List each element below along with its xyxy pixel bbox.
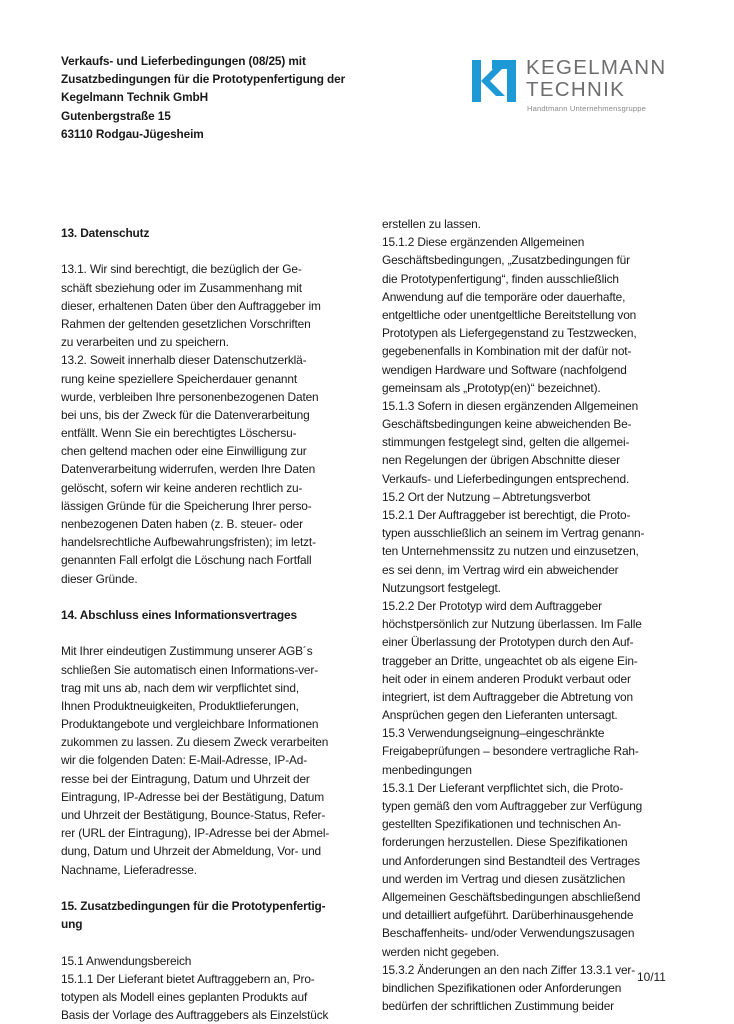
text-line: zukommen zu lassen. Zu diesem Zweck verarbeiten [61,735,329,750]
brand-line-1: KEGELMANN [526,56,667,79]
text-line: Freigabeprüfungen – besondere vertragliche Rah- [382,744,639,759]
text-line: totypen als Modell eines geplanten Produkts auf [61,989,308,1004]
text-line: traggeber an Dritte, ungeachtet ob als eigene Ein- [382,653,638,668]
text-line: rer (URL der Eintragung), IP-Adresse bei der Abmel- [61,826,330,841]
right-column [382,215,682,1015]
text-line [61,933,361,951]
text-line: Rahmen der geltenden gesetzlichen Vorschriften [61,316,311,331]
text-line: 13.1. Wir sind berechtigt, die bezüglich der Ge- [61,262,302,277]
text-line: 15.3.2 Änderungen an den nach Ziffer 13.3.1 ver- [382,962,636,977]
text-line: dieser, erhaltenen Daten über den Auftraggeber im [61,298,321,313]
text-line: wir die folgenden Daten: E-Mail-Adresse, IP-Ad- [61,753,308,768]
text-line: dung, Datum und Uhrzeit der Abmeldung, Vor- und [61,844,321,859]
text-line: Mit Ihrer eindeutigen Zustimmung unserer AGB´s [61,644,313,659]
header-line: 63110 Rodgau-Jügesheim [61,126,204,141]
text-line: ten Unternehmenssitz zu nutzen und einzusetzen, [382,544,639,559]
text-line: 15.1 Anwendungsbereich [61,953,192,968]
text-line: zu verarbeiten und zu speichern. [61,335,229,350]
text-line: nen Regelungen der übrigen Abschnitte dieser [382,453,620,468]
text-line: Prototypen als Liefergegenstand zu Testzwecken, [382,326,637,341]
text-line [61,588,361,606]
text-line: wurde, verbleiben Ihre personenbezogenen Daten [61,389,319,404]
text-line: nenbezogenen Daten haben (z. B. steuer- oder [61,517,303,531]
text-line: erstellen zu lassen. [382,217,481,231]
text-line: 15.3 Verwendungseignung–eingeschränkte [382,726,605,741]
text-line: schließen Sie automatisch einen Informations-ver- [61,662,319,677]
text-line: bindlichen Spezifikationen oder Anforderungen [382,980,622,995]
text-line [61,879,361,897]
header-line: Kegelmann Technik GmbH [61,90,209,105]
text-line: 15.1.3 Sofern in diesen ergänzenden Allgemeinen [382,398,639,413]
text-line: typen gemäß den vom Auftraggeber zur Verfügung [382,799,643,813]
text-line: gestellten Spezifikationen und technischen An- [382,817,622,832]
text-line: 15.2.1 Der Auftraggeber ist berechtigt, die Proto- [382,508,631,522]
text-line: rung keine speziellere Speicherdauer genannt [61,371,298,386]
header-line: Verkaufs- und Lieferbedingungen (08/25) mit [61,54,306,68]
company-logo [472,56,682,113]
text-line: entfällt. Wenn Sie ein berechtigtes Löschersu- [61,426,297,441]
document-header [61,52,391,143]
text-line: 13.2. Soweit innerhalb dieser Datenschutzerklä- [61,353,307,368]
text-line: Datenverarbeitung widerrufen, werden Ihre Daten [61,462,316,477]
text-line: Geschäftsbedingungen, „Zusatzbedingungen für [382,253,630,268]
text-line: 15.1.1 Der Lieferant bietet Auftraggebern an, Pro- [61,971,315,986]
text-line: genannten Fall erfolgt die Löschung nach Fortfall [61,553,312,568]
text-line: wendigen Hardware und Software (nachfolgend [382,362,627,377]
text-line: Ansprüchen gegen den Lieferanten untersagt. [382,708,618,723]
text-line: gelöscht, sofern wir keine anderen rechtlich zu- [61,480,303,495]
text-line: handelsrechtliche Aufbewahrungsfristen); im letzt- [61,535,316,550]
text-line [61,624,361,642]
section-heading: 13. Datenschutz [61,226,150,240]
kt-logo-icon [472,60,516,102]
text-line: Produktangebote und vergleichbare Informationen [61,717,319,732]
text-line: gegebenenfalls in Kombination mit der dafür not- [382,344,632,359]
text-line: gemeinsam als „Prototyp(en)“ bezeichnet). [382,380,601,395]
text-line: und Uhrzeit der Bestätigung, Bounce-Status, Refer- [61,808,326,822]
section-heading: 15. Zusatzbedingungen für die Prototypenfertig- [61,898,326,913]
text-line: schäft sbeziehung oder im Zusammenhang mit [61,280,302,295]
brand-name [526,57,666,101]
text-line: 15.2.2 Der Prototyp wird dem Auftraggeber [382,598,602,613]
text-line: forderungen herzustellen. Diese Spezifikationen [382,835,628,850]
brand-line-2: TECHNIK [526,78,626,101]
text-line: Anwendung auf die temporäre oder dauerhafte, [382,289,626,304]
text-line: 15.1.2 Diese ergänzenden Allgemeinen [382,235,585,250]
text-line [61,242,361,260]
text-line: 15.2 Ort der Nutzung – Abtretungsverbot [382,489,591,504]
text-line: dieser Gründe. [61,571,138,586]
text-line: menbedingungen [382,762,472,777]
text-line: es sei denn, im Vertrag wird ein abweichender [382,562,619,577]
text-line: typen ausschließlich an seinem im Vertrag genann- [382,526,645,541]
section-heading: 14. Abschluss eines Informationsvertrages [61,607,297,622]
text-line: bedürfen der schriftlichen Zustimmung beider [382,999,614,1014]
text-line: heit oder in einem anderen Produkt verbaut oder [382,671,631,686]
text-line: und Anforderungen sind Bestandteil des Vertrages [382,853,640,868]
brand-tagline: Handtmann Unternehmensgruppe [527,104,647,113]
text-line: Basis der Vorlage des Auftraggebers als Einzelstück [61,1008,329,1023]
text-line: Ihnen Produktneuigkeiten, Produktlieferungen, [61,698,299,713]
text-line: Nutzungsort festgelegt. [382,580,501,595]
text-line: Allgemeinen Geschäftsbedingungen abschließend [382,889,641,904]
text-line: lässigen Gründe für die Speicherung Ihrer perso- [61,498,312,513]
header-line: Zusatzbedingungen für die Prototypenfertigung der [61,72,346,87]
left-column [61,224,361,1024]
text-line: Eintragung, IP-Adresse bei der Bestätigung, Datum [61,789,324,804]
text-line: werden nicht gegeben. [382,944,500,959]
text-line: und werden im Vertrag und diesen zusätzlichen [382,871,626,886]
header-line: Gutenbergstraße 15 [61,108,171,123]
text-line: bei uns, bis der Zweck für die Datenverarbeitung [61,407,310,422]
text-line: einer Überlassung der Prototypen durch den Auf- [382,635,634,650]
text-line: stimmungen festgelegt sind, gelten die allgemei- [382,435,630,450]
text-line: integriert, ist dem Auftraggeber die Abtretung von [382,689,633,704]
text-line: entgeltliche oder unentgeltliche Bereitstellung von [382,307,637,322]
text-line: resse bei der Eintragung, Datum und Uhrzeit der [61,771,310,786]
page-number: 10/11 [637,970,666,984]
section-heading: ung [61,917,83,932]
text-line: chen geltend machen oder eine Einwilligung zur [61,444,307,459]
text-line: Verkaufs- und Lieferbedingungen entsprechend. [382,471,630,486]
text-line: höchstpersönlich zur Nutzung überlassen. Im Falle [382,617,642,632]
text-line: Geschäftsbedingungen keine abweichenden Be- [382,417,632,432]
text-line: 15.3.1 Der Lieferant verpflichtet sich, die Proto- [382,780,624,795]
text-line: die Prototypenfertigung“, finden ausschließlich [382,271,619,286]
text-line: Nachname, Lieferadresse. [61,862,197,877]
text-line: Beschaffenheits- und/oder Verwendungszusagen [382,926,635,941]
text-line: trag mit uns ab, nach dem wir verpflichtet sind, [61,680,299,695]
text-line: und detailliert aufgeführt. Darüberhinausgehende [382,908,634,923]
